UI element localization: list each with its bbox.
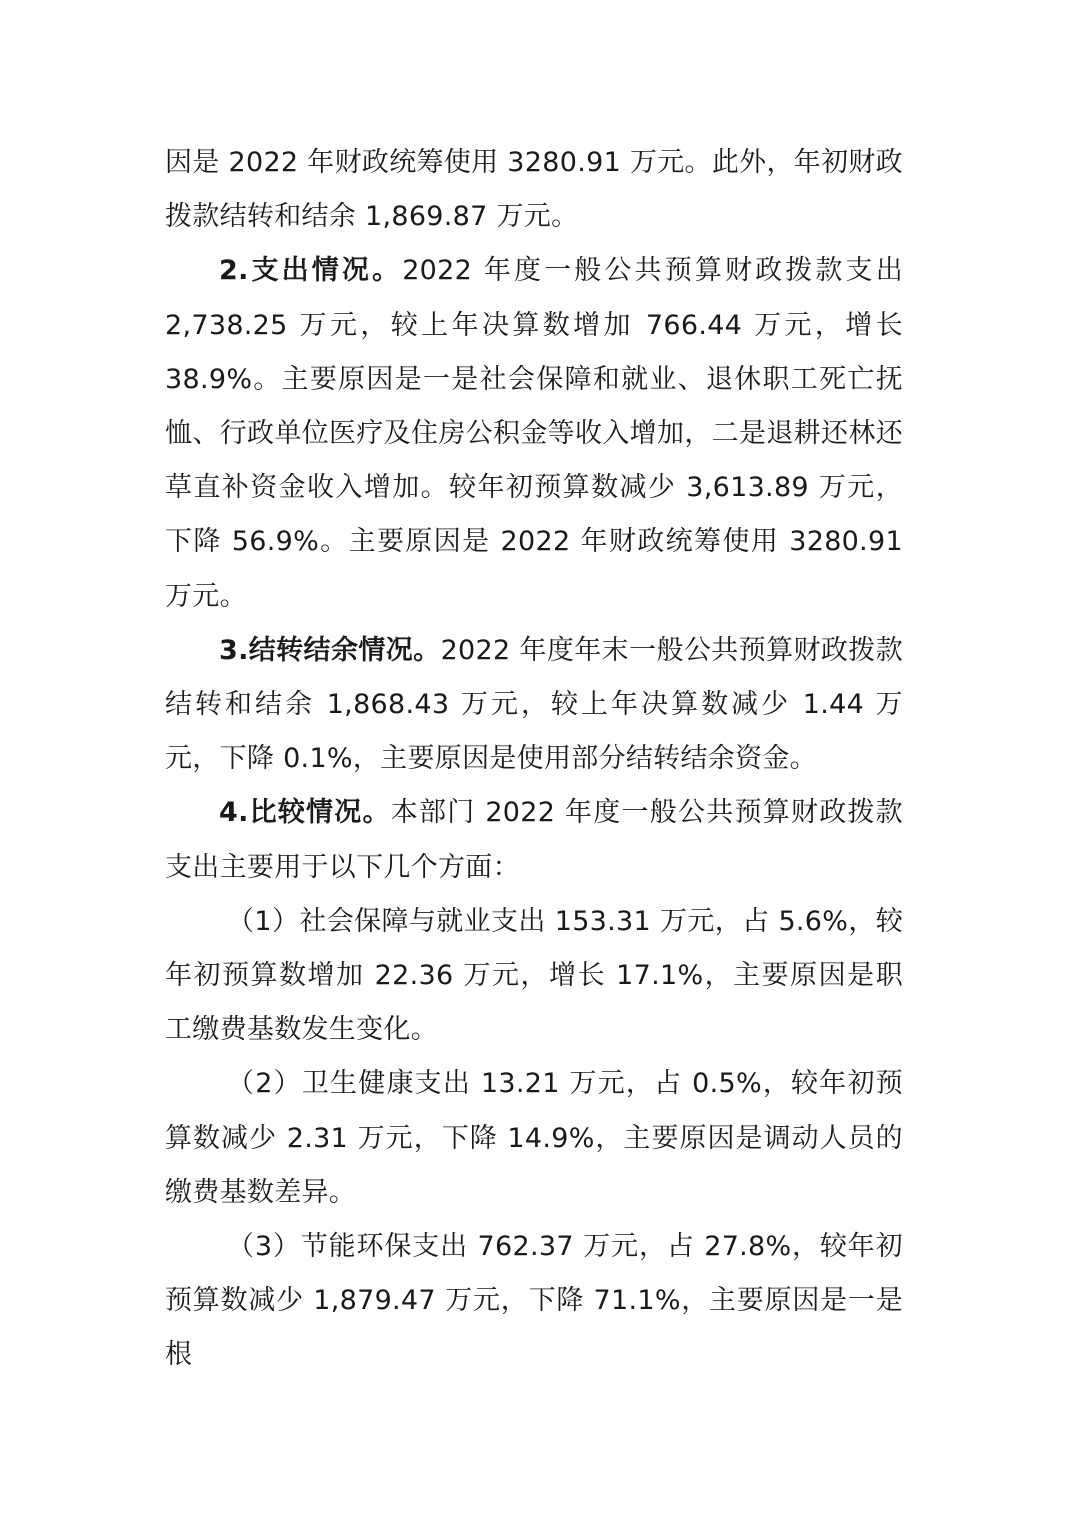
list-item-social-security	[165, 895, 903, 1058]
list-item-energy-environment	[165, 1220, 903, 1383]
section-heading-carryover: 3.结转结余情况。	[219, 634, 441, 666]
paragraph-text: （3）节能环保支出 762.37 万元，占 27.8%，较年初预算数减少 1,879.47 万元，下降 71.1%，主要原因是一是根	[165, 1231, 904, 1371]
paragraph-expenditure	[165, 244, 903, 623]
paragraph-text: 2022 年度年末一般公共预算财政拨款结转和结余 1,868.43 万元，较上年决算数减少 1.44 万元，下降 0.1%，主要原因是使用部分结转结余资金。	[165, 634, 903, 775]
paragraph-text: （2）卫生健康支出 13.21 万元，占 0.5%，较年初预算数减少 2.31 万元，下降 14.9%，主要原因是调动人员的缴费基数差异。	[165, 1068, 903, 1208]
document-body	[165, 136, 903, 1383]
paragraph-continuation	[165, 136, 903, 244]
paragraph-text: （1）社会保障与就业支出 153.31 万元，占 5.6%，较年初预算数增加 22.36 万元，增长 17.1%，主要原因是职工缴费基数发生变化。	[165, 905, 903, 1046]
paragraph-comparison	[165, 786, 903, 894]
list-item-health	[165, 1057, 903, 1220]
section-heading-expenditure: 2.支出情况。	[219, 255, 403, 287]
paragraph-text: 2022 年度一般公共预算财政拨款支出 2,738.25 万元，较上年决算数增加 766.44 万元，增长 38.9%。主要原因是一是社会保障和就业、退休职工死亡抚恤、行政单位医疗及住房公积金等收入增加，二是退耕还林还草直补资金收入增加。较年初预算数减少 3,613.89 万元，下降 56.9%。主要原因是 2022 年财政统筹使用 3280.91 万元。	[165, 255, 903, 612]
paragraph-text: 本部门 2022 年度一般公共预算财政拨款支出主要用于以下几个方面：	[165, 797, 903, 883]
section-heading-comparison: 4.比较情况。	[219, 797, 391, 829]
paragraph-carryover	[165, 624, 903, 787]
paragraph-text: 因是 2022 年财政统筹使用 3280.91 万元。此外，年初财政拨款结转和结余 1,869.87 万元。	[165, 147, 903, 233]
